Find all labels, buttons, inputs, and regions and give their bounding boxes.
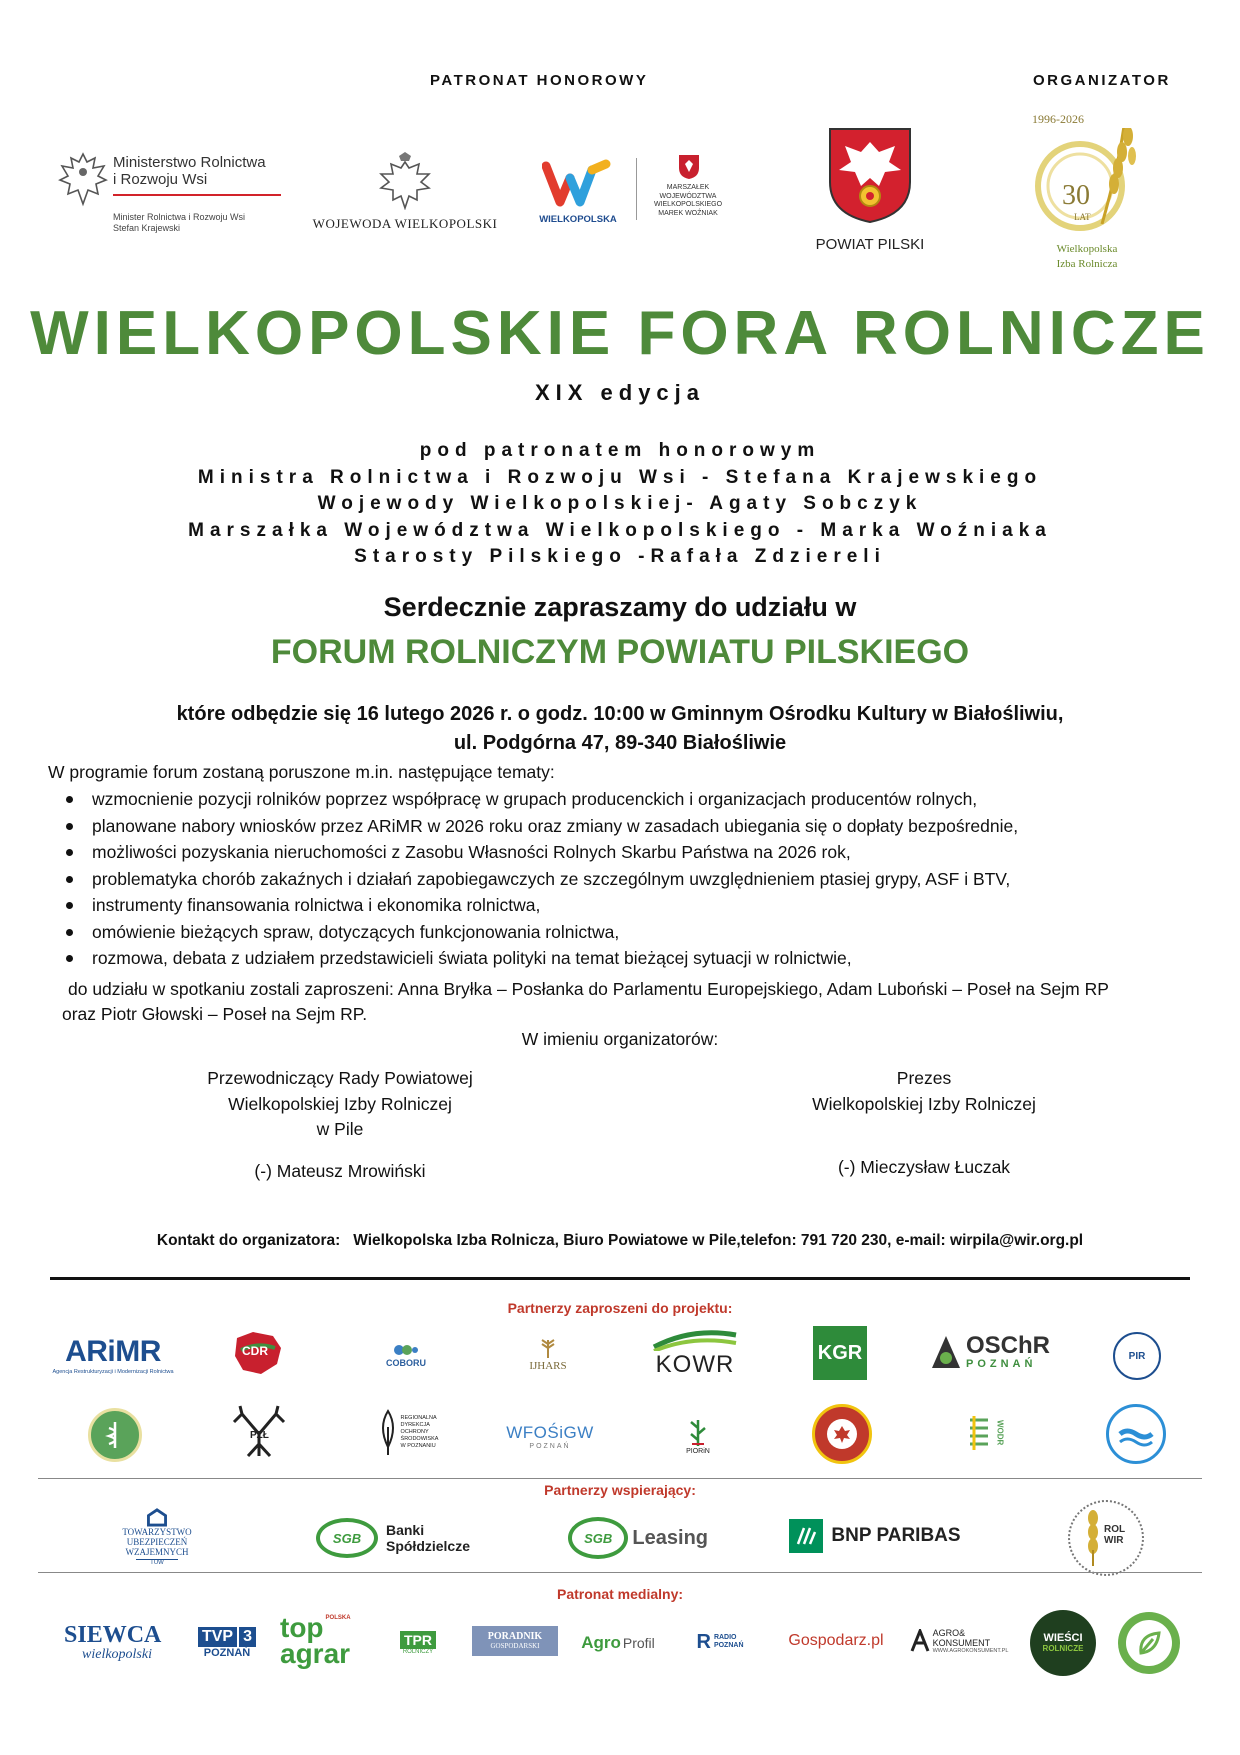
cdr-logo bbox=[232, 1328, 284, 1378]
wfosigw-sub: POZNAŃ bbox=[529, 1442, 571, 1450]
tuw-roof-icon bbox=[146, 1508, 168, 1527]
agroprofil-logo bbox=[576, 1628, 660, 1658]
water-wave-icon bbox=[1118, 1416, 1154, 1452]
wojewoda-logo bbox=[305, 152, 505, 232]
bnp-logo bbox=[780, 1516, 970, 1556]
wir-years: 1996-2026 bbox=[1032, 112, 1084, 126]
signature-right-line-1: Prezes bbox=[896, 1068, 952, 1088]
wfosigw-text: WFOŚiGW bbox=[506, 1422, 594, 1442]
event-details-line-1: które odbędzie się 16 lutego 2026 r. o godz. 10:00 w Gminnym Ośrodku Kultury w Białośliwiu, bbox=[176, 703, 1064, 725]
sgb-leasing-text: Leasing bbox=[632, 1526, 708, 1549]
siewca-text: SIEWCA bbox=[64, 1622, 162, 1648]
invited-line-2: oraz Piotr Głowski – Poseł na Sejm RP. bbox=[62, 1004, 368, 1024]
patronage-line: pod patronatem honorowym bbox=[419, 440, 821, 461]
list-item: omówienie bieżących spraw, dotyczących funkcjonowania rolnictwa, bbox=[62, 919, 1018, 946]
signature-left-line-2: Wielkopolskiej Izby Rolniczej bbox=[228, 1093, 452, 1114]
wir-name-2: Izba Rolnicza bbox=[1056, 258, 1118, 270]
marszalek-line-4: MAREK WOŹNIAK bbox=[658, 209, 718, 217]
kowr-logo bbox=[650, 1328, 740, 1380]
signature-left bbox=[180, 1066, 500, 1184]
partners-supporting-title: Partnerzy wspierający: bbox=[544, 1482, 696, 1498]
marszalek-line-2: WOJEWÓDZTWA bbox=[659, 192, 717, 200]
piorin-text: PIORiN bbox=[686, 1447, 710, 1455]
coboru-leaf-icon bbox=[393, 1342, 419, 1358]
leaf-icon bbox=[1135, 1629, 1163, 1657]
patronage-line: Marszałka Województwa Wielkopolskiego - Marka Woźniaka bbox=[188, 519, 1052, 541]
rdos-line-5: W POZNANIU bbox=[400, 1442, 436, 1449]
rdos-line-3: OCHRONY bbox=[400, 1428, 429, 1435]
oschr-text: OSChR bbox=[966, 1332, 1050, 1359]
event-title: WIELKOPOLSKIE FORA ROLNICZE bbox=[30, 299, 1210, 368]
partners-divider bbox=[38, 1478, 1202, 1479]
wojewoda-name: WOJEWODA WIELKOPOLSKI bbox=[312, 216, 498, 231]
poradnik-line-2: GOSPODARSKI bbox=[490, 1642, 540, 1650]
rdos-line-4: ŚRODOWISKA bbox=[400, 1435, 439, 1442]
invited-line-1: do udziału w spotkaniu zostali zaproszeni: Anna Bryłka – Posłanka do Parlamentu Europejskiego, Adam Luboński – Poseł na Sejm RP bbox=[68, 979, 1109, 999]
oschr-logo bbox=[930, 1330, 1050, 1374]
pir-text: PIR bbox=[1128, 1350, 1146, 1362]
media-divider bbox=[38, 1572, 1202, 1573]
list-item: rozmowa, debata z udziałem przedstawicieli świata polityki na temat bieżącej sytuacji w rolnictwie, bbox=[62, 945, 1018, 972]
cdr-text: CDR bbox=[242, 1344, 268, 1358]
ministry-sub-2: Stefan Krajewski bbox=[113, 223, 181, 233]
rolwir-line-1: ROL bbox=[1104, 1524, 1126, 1535]
marszalek-divider bbox=[636, 158, 637, 220]
piorin-plant-icon bbox=[687, 1414, 709, 1448]
patronat-label: PATRONAT HONOROWY bbox=[430, 72, 649, 89]
coboru-logo bbox=[376, 1332, 436, 1377]
agrokons-line-1: AGRO& bbox=[932, 1628, 966, 1638]
wiesci-logo bbox=[1030, 1610, 1096, 1676]
marszalek-line-3: WIELKOPOLSKIEGO bbox=[653, 201, 723, 208]
pir-logo bbox=[1113, 1332, 1161, 1380]
rolwir-line-2: WIR bbox=[1104, 1535, 1124, 1546]
tuw-logo bbox=[96, 1508, 218, 1566]
patronage-line: Starosty Pilskiego -Rafała Zdziereli bbox=[354, 546, 886, 567]
list-item: instrumenty finansowania rolnictwa i ekonomika rolnictwa, bbox=[62, 892, 1018, 919]
topagrar-logo bbox=[280, 1612, 364, 1670]
rdos-leaf-icon bbox=[378, 1407, 398, 1457]
oschr-sub: POZNAŃ bbox=[966, 1358, 1037, 1370]
contact-text[interactable]: Wielkopolska Izba Rolnicza, Biuro Powiatowe w Pile,telefon: 791 720 230, e-mail: wirpila@wir.org.pl bbox=[353, 1232, 1084, 1249]
wodr-text: WODR bbox=[995, 1420, 1005, 1446]
media-title: Patronat medialny: bbox=[556, 1586, 684, 1602]
gospodarz-text: Gospodarz.pl bbox=[788, 1632, 884, 1649]
wielkopolska-w-icon bbox=[542, 156, 612, 211]
coboru-text: COBORU bbox=[386, 1357, 426, 1368]
on-behalf-label: W imieniu organizatorów: bbox=[521, 1029, 719, 1049]
sgb-leasing-mark: SGB bbox=[568, 1517, 628, 1559]
list-item: możliwości pozyskania nieruchomości z Zasobu Własności Rolnych Skarbu Państwa na 2026 rok, bbox=[62, 839, 1018, 866]
sgb-leasing-logo bbox=[568, 1516, 708, 1560]
wiesci-line-1: WIEŚCI bbox=[1043, 1632, 1083, 1644]
patronage-line: Wojewody Wielkopolskiej- Agaty Sobczyk bbox=[317, 493, 923, 514]
tpr-sub: ROLNICZY bbox=[402, 1649, 434, 1655]
section-divider bbox=[50, 1277, 1190, 1280]
patronage-line: Ministra Rolnictwa i Rozwoju Wsi - Stefana Krajewskiego bbox=[197, 466, 1043, 488]
piorin-logo bbox=[678, 1408, 718, 1460]
wodr-field-icon bbox=[966, 1410, 996, 1456]
wielkopolska-brand: WIELKOPOLSKA bbox=[539, 214, 617, 225]
ijhars-text: IJHARS bbox=[529, 1360, 567, 1372]
marszalek-shield-icon bbox=[678, 154, 700, 180]
powiat-coat-of-arms-icon bbox=[827, 126, 913, 224]
signature-left-line-3: w Pile bbox=[316, 1119, 364, 1139]
ministry-sub-1: Minister Rolnictwa i Rozwoju Wsi bbox=[113, 212, 246, 222]
tpr-text: TPR bbox=[400, 1631, 436, 1649]
wodr-logo bbox=[960, 1408, 1010, 1458]
caduceus-icon bbox=[103, 1420, 127, 1450]
ministry-logo bbox=[58, 150, 288, 240]
sgb-banks-text: Banki Spółdzielcze bbox=[385, 1522, 471, 1554]
poradnik-logo bbox=[472, 1626, 558, 1656]
wfosigw-logo bbox=[500, 1416, 600, 1456]
organizator-label: ORGANIZATOR bbox=[1033, 72, 1171, 89]
contact-label: Kontakt do organizatora: bbox=[156, 1232, 341, 1249]
ministry-name-1: Ministerstwo Rolnictwa bbox=[113, 154, 266, 171]
forum-name: FORUM ROLNICZYM POWIATU PILSKIEGO bbox=[270, 633, 970, 671]
agroprofil-b: Profil bbox=[622, 1635, 655, 1651]
event-edition: XIX edycja bbox=[534, 380, 706, 405]
ministry-divider bbox=[113, 194, 281, 196]
tvp-text: TVP bbox=[198, 1627, 237, 1647]
ijhars-wheat-icon bbox=[536, 1336, 560, 1360]
program-intro: W programie forum zostaną poruszone m.in. następujące tematy: bbox=[48, 762, 555, 782]
pzl-logo bbox=[230, 1404, 288, 1462]
agrokons-line-2: KONSUMENT bbox=[932, 1638, 991, 1648]
signature-right bbox=[774, 1066, 1074, 1181]
eagle-icon bbox=[832, 1424, 852, 1444]
marszalek-logo bbox=[538, 152, 738, 232]
sgb-banks-logo bbox=[316, 1518, 512, 1558]
arimr-sub: Agencja Restrukturyzacji i Modernizacji Rolnictwa bbox=[52, 1369, 174, 1375]
water-authority-logo bbox=[1106, 1404, 1166, 1464]
kgr-text: KGR bbox=[817, 1341, 863, 1364]
rolwir-logo bbox=[1068, 1500, 1144, 1576]
rdos-line-2: DYREKCJA bbox=[400, 1421, 430, 1428]
patronage-block bbox=[0, 438, 1240, 571]
wir-anniversary-logo bbox=[1032, 98, 1142, 273]
radio-line-2: POZNAŃ bbox=[713, 1642, 744, 1649]
radio-poznan-logo bbox=[690, 1628, 750, 1656]
arimr-logo bbox=[48, 1330, 178, 1380]
wir-name-1: Wielkopolska bbox=[1056, 243, 1118, 255]
contact-line bbox=[0, 1232, 1240, 1250]
event-details bbox=[0, 700, 1240, 758]
tvp3-logo bbox=[190, 1620, 264, 1666]
rdos-logo bbox=[376, 1404, 440, 1460]
invitation-heading: Serdecznie zapraszamy do udziału w bbox=[383, 592, 857, 622]
wiesci-line-2: ROLNICZE bbox=[1042, 1644, 1084, 1653]
agrokonsument-a-icon bbox=[910, 1629, 930, 1653]
gospodarz-logo bbox=[782, 1626, 890, 1656]
agrokons-url: WWW.AGROKONSUMENT.PL bbox=[932, 1648, 1009, 1654]
powiat-name: POWIAT PILSKI bbox=[815, 236, 925, 253]
pzl-text: PZŁ bbox=[250, 1430, 269, 1441]
agrokonsument-logo bbox=[904, 1622, 1014, 1660]
tvp-city: POZNAŃ bbox=[203, 1647, 251, 1659]
invited-guests bbox=[62, 977, 1212, 1027]
event-details-line-2: ul. Podgórna 47, 89-340 Białośliwie bbox=[453, 732, 787, 754]
siewca-logo bbox=[64, 1618, 176, 1668]
tuw-line-3: TUW bbox=[136, 1559, 178, 1566]
agroprofil-a: Agro bbox=[581, 1633, 621, 1652]
topagrar-tag: POLSKA bbox=[325, 1615, 351, 1621]
list-item: planowane nabory wniosków przez ARiMR w 2026 roku oraz zmiany w zasadach ubiegania się o dopłaty bezpośrednie, bbox=[62, 813, 1018, 840]
ministry-name-2: i Rozwoju Wsi bbox=[113, 171, 208, 188]
bnp-text: BNP PARIBAS bbox=[831, 1525, 961, 1546]
sgb-mark: SGB bbox=[316, 1518, 378, 1558]
signature-left-line-1: Przewodniczący Rady Powiatowej bbox=[207, 1068, 473, 1088]
topagrar-top: top bbox=[280, 1612, 324, 1643]
marszalek-line-1: MARSZAŁEK bbox=[666, 184, 710, 191]
kowr-text: KOWR bbox=[655, 1351, 735, 1378]
kowr-fields-icon bbox=[652, 1329, 738, 1351]
tuw-line-2: UBEZPIECZEŃ WZAJEMNYCH bbox=[125, 1537, 189, 1557]
powiat-logo bbox=[800, 126, 940, 256]
veterinary-logo bbox=[812, 1404, 872, 1464]
tvp-number: 3 bbox=[239, 1627, 256, 1647]
radio-line-1: RADIO bbox=[713, 1634, 737, 1641]
oschr-tractor-icon bbox=[930, 1334, 962, 1370]
topagrar-bottom: agrar bbox=[280, 1638, 351, 1669]
rdos-line-1: REGIONALNA bbox=[400, 1414, 437, 1421]
poradnik-line-1: PORADNIK bbox=[487, 1631, 543, 1642]
siewca-sub: wielkopolski bbox=[82, 1647, 152, 1662]
signature-right-line-2: Wielkopolskiej Izby Rolniczej bbox=[812, 1093, 1036, 1114]
ijhars-logo bbox=[518, 1330, 578, 1378]
tuw-line-1: TOWARZYSTWO bbox=[122, 1527, 192, 1537]
signature-left-signer: (-) Mateusz Mrowiński bbox=[254, 1160, 426, 1181]
wir-lat: LAT bbox=[1074, 212, 1091, 222]
signature-right-signer: (-) Mieczysław Łuczak bbox=[837, 1157, 1011, 1177]
eagle-icon bbox=[58, 150, 108, 208]
inspection-logo bbox=[88, 1408, 142, 1462]
wir-30: 30 bbox=[1062, 180, 1090, 211]
arimr-text: ARiMR bbox=[65, 1335, 161, 1368]
radio-r-icon: R bbox=[696, 1630, 711, 1653]
green-leaf-logo bbox=[1118, 1612, 1180, 1674]
list-item: wzmocnienie pozycji rolników poprzez współpracę w grupach producenckich i organizacjach producentów rolnych, bbox=[62, 786, 1018, 813]
program-topics bbox=[62, 786, 1018, 972]
bnp-stars-icon bbox=[789, 1519, 823, 1553]
partners-invited-title: Partnerzy zaproszeni do projektu: bbox=[507, 1300, 733, 1316]
tpr-logo bbox=[396, 1622, 440, 1664]
list-item: problematyka chorób zakaźnych i działań zapobiegawczych ze szczególnym uwzględnieniem ptasiej grypy, ASF i BTV, bbox=[62, 866, 1018, 893]
eagle-crown-icon bbox=[379, 152, 431, 210]
kgr-logo bbox=[813, 1326, 867, 1380]
